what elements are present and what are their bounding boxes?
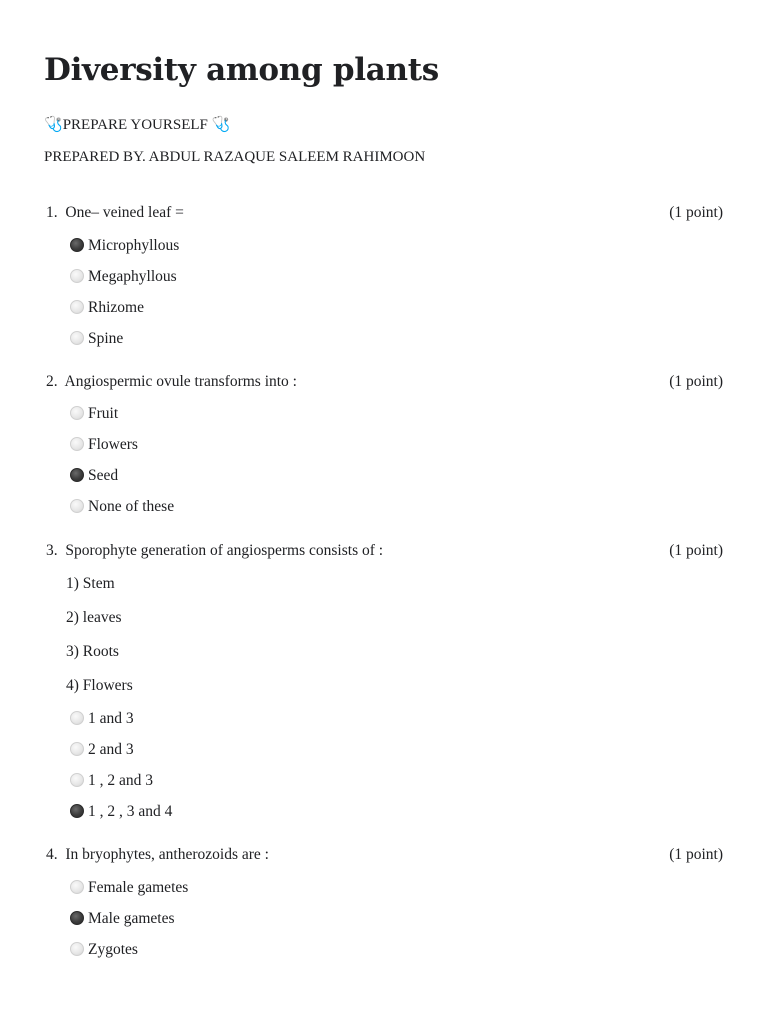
statement-line: 2) leaves — [66, 609, 122, 626]
option-label: Flowers — [88, 436, 138, 453]
option-label: Microphyllous — [88, 237, 180, 254]
statement-line: 4) Flowers — [66, 677, 133, 694]
option-label: None of these — [88, 498, 175, 515]
radio-button[interactable] — [70, 468, 84, 482]
radio-button[interactable] — [70, 742, 84, 756]
radio-button[interactable] — [70, 499, 84, 513]
option-label: Spine — [88, 330, 124, 347]
question-1 — [44, 204, 724, 226]
points-label: (1 point) — [669, 204, 723, 221]
prepare-text: PREPARE YOURSELF — [62, 117, 208, 133]
option-label: Zygotes — [88, 941, 138, 958]
points-label: (1 point) — [669, 542, 723, 559]
page-title: Diversity among plants — [44, 52, 439, 88]
option-label: Fruit — [88, 405, 119, 422]
question-3 — [44, 542, 724, 564]
question-number: 3. — [46, 542, 58, 559]
radio-button[interactable] — [70, 238, 84, 252]
radio-button[interactable] — [70, 880, 84, 894]
prepare-banner — [44, 115, 230, 134]
question-text: Angiospermic ovule transforms into : — [64, 373, 297, 390]
radio-button[interactable] — [70, 300, 84, 314]
radio-button[interactable] — [70, 711, 84, 725]
points-label: (1 point) — [669, 373, 723, 390]
radio-button[interactable] — [70, 773, 84, 787]
stethoscope-icon: 🩺 — [44, 117, 63, 133]
radio-button[interactable] — [70, 406, 84, 420]
question-text: One– veined leaf = — [65, 204, 184, 221]
question-number: 4. — [46, 846, 58, 863]
statement-line: 3) Roots — [66, 643, 119, 660]
option-label: 2 and 3 — [88, 741, 134, 758]
option-label: Seed — [88, 467, 119, 484]
radio-button[interactable] — [70, 437, 84, 451]
question-number: 2. — [46, 373, 58, 390]
radio-button[interactable] — [70, 804, 84, 818]
statement-line: 1) Stem — [66, 575, 115, 592]
question-text: In bryophytes, antherozoids are : — [65, 846, 269, 863]
question-2 — [44, 373, 724, 395]
radio-button[interactable] — [70, 269, 84, 283]
option-label: Megaphyllous — [88, 268, 177, 285]
stethoscope-icon: 🩺 — [211, 117, 231, 133]
radio-button[interactable] — [70, 942, 84, 956]
points-label: (1 point) — [669, 846, 723, 863]
question-text: Sporophyte generation of angiosperms consists of : — [65, 542, 384, 559]
option-label: 1 and 3 — [88, 710, 134, 727]
option-label: Female gametes — [88, 879, 189, 896]
radio-button[interactable] — [70, 331, 84, 345]
question-4 — [44, 846, 724, 868]
option-label: 1 , 2 , 3 and 4 — [88, 803, 173, 820]
author-line: PREPARED BY. ABDUL RAZAQUE SALEEM RAHIMOON — [44, 149, 426, 165]
option-label: Male gametes — [88, 910, 175, 927]
question-number: 1. — [46, 204, 58, 221]
option-label: 1 , 2 and 3 — [88, 772, 154, 789]
option-label: Rhizome — [88, 299, 144, 316]
radio-button[interactable] — [70, 911, 84, 925]
